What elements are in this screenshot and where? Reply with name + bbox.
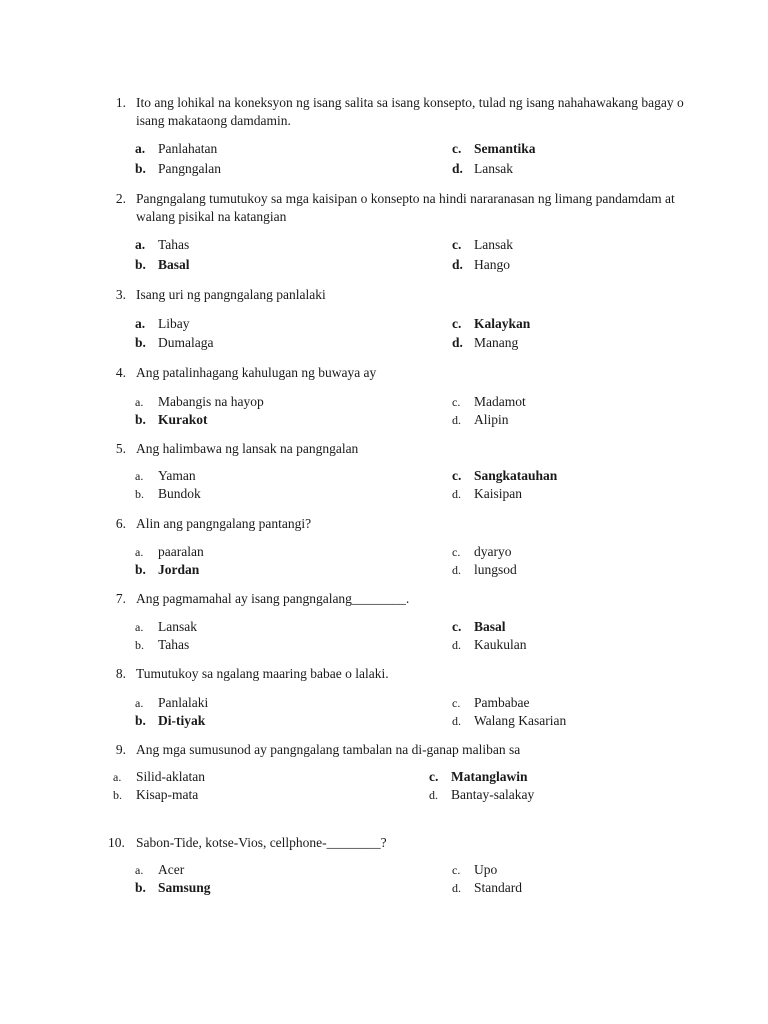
option-text: Kurakot — [158, 412, 208, 427]
option-letter: b. — [135, 880, 146, 895]
option-text: Kaukulan — [474, 637, 527, 652]
option-letter: d. — [452, 881, 461, 895]
option-text: Mabangis na hayop — [158, 394, 264, 409]
option-text: Acer — [158, 862, 185, 877]
question-text: Ito ang lohikal na koneksyon ng isang salita sa isang konsepto, tulad ng isang nahahawakang bagay o isang makataong damdamin. — [136, 95, 684, 128]
question-number: 5. — [115, 441, 126, 456]
question-number: 3. — [115, 287, 126, 302]
option-letter: a. — [135, 395, 144, 409]
option-letter: a. — [135, 316, 146, 331]
option-text: Tahas — [158, 237, 190, 252]
option-letter: d. — [429, 788, 438, 802]
option-letter: c. — [452, 141, 462, 156]
question-text: Alin ang pangngalang pantangi? — [136, 516, 312, 531]
question-number: 10. — [108, 835, 125, 850]
option-letter: c. — [452, 863, 461, 877]
option-letter: b. — [135, 562, 146, 577]
option-letter: b. — [135, 412, 146, 427]
option-text: Kalaykan — [474, 316, 531, 331]
option-letter: c. — [452, 468, 462, 483]
option-text: paaralan — [158, 544, 204, 559]
option-letter: a. — [135, 141, 146, 156]
option-letter: a. — [135, 469, 144, 483]
option-letter: a. — [113, 770, 122, 784]
question-text: Ang mga sumusunod ay pangngalang tambalan na di-ganap maliban sa — [136, 742, 521, 757]
option-letter: a. — [135, 620, 144, 634]
option-text: Tahas — [158, 637, 190, 652]
question-text: Pangngalang tumutukoy sa mga kaisipan o konsepto na hindi nararanasan ng limang pandamdam at walang pisikal na katangian — [136, 191, 675, 224]
option-letter: c. — [452, 619, 462, 634]
option-text: Libay — [158, 316, 190, 331]
option-letter: c. — [452, 237, 462, 252]
option-letter: a. — [135, 545, 144, 559]
option-letter: d. — [452, 257, 463, 272]
question-number: 7. — [115, 591, 126, 606]
option-letter: a. — [135, 696, 144, 710]
question-number: 2. — [115, 191, 126, 206]
option-text: Standard — [474, 880, 522, 895]
option-letter: d. — [452, 563, 461, 577]
option-text: Bundok — [158, 486, 201, 501]
option-letter: b. — [135, 713, 146, 728]
option-letter: c. — [452, 545, 461, 559]
option-text: lungsod — [474, 562, 517, 577]
question-number: 8. — [115, 666, 126, 681]
option-letter: b. — [135, 161, 146, 176]
option-text: Pangngalan — [158, 161, 221, 176]
option-text: Semantika — [474, 141, 536, 156]
option-text: Lansak — [474, 161, 513, 176]
option-letter: d. — [452, 638, 461, 652]
option-text: Lansak — [158, 619, 197, 634]
option-text: Alipin — [474, 412, 509, 427]
question-text: Tumutukoy sa ngalang maaring babae o lalaki. — [136, 666, 389, 681]
option-text: Samsung — [158, 880, 211, 895]
option-text: Basal — [158, 257, 190, 272]
question-number: 6. — [115, 516, 126, 531]
option-letter: b. — [113, 788, 122, 802]
option-text: Lansak — [474, 237, 513, 252]
option-letter: c. — [452, 395, 461, 409]
option-text: dyaryo — [474, 544, 512, 559]
question-text: Isang uri ng pangngalang panlalaki — [136, 287, 326, 302]
question-text: Ang halimbawa ng lansak na pangngalan — [136, 441, 359, 456]
option-text: Matanglawin — [451, 769, 528, 784]
option-text: Panlahatan — [158, 141, 218, 156]
question-number: 9. — [115, 742, 126, 757]
option-letter: d. — [452, 413, 461, 427]
option-letter: a. — [135, 863, 144, 877]
option-text: Panlalaki — [158, 695, 209, 710]
option-letter: d. — [452, 335, 463, 350]
question-text: Ang pagmamahal ay isang pangngalang________. — [136, 591, 410, 606]
option-letter: d. — [452, 714, 461, 728]
option-text: Yaman — [158, 468, 196, 483]
question-number: 4. — [115, 365, 126, 380]
option-text: Silid-aklatan — [136, 769, 205, 784]
question-number: 1. — [115, 95, 126, 110]
option-text: Bantay-salakay — [451, 787, 535, 802]
option-text: Kaisipan — [474, 486, 522, 501]
option-letter: d. — [452, 487, 461, 501]
option-letter: a. — [135, 237, 146, 252]
option-text: Manang — [474, 335, 519, 350]
question-text: Ang patalinhagang kahulugan ng buwaya ay — [136, 365, 377, 380]
option-text: Pambabae — [474, 695, 530, 710]
option-text: Hango — [474, 257, 510, 272]
option-text: Basal — [474, 619, 506, 634]
option-letter: b. — [135, 638, 144, 652]
option-letter: b. — [135, 335, 146, 350]
option-text: Di-tiyak — [158, 713, 206, 728]
option-letter: d. — [452, 161, 463, 176]
option-text: Upo — [474, 862, 498, 877]
option-text: Dumalaga — [158, 335, 214, 350]
option-text: Sangkatauhan — [474, 468, 558, 483]
option-letter: c. — [452, 696, 461, 710]
option-letter: b. — [135, 487, 144, 501]
question-text: Sabon-Tide, kotse-Vios, cellphone-________? — [136, 835, 387, 850]
option-text: Kisap-mata — [136, 787, 199, 802]
option-text: Madamot — [474, 394, 526, 409]
option-letter: b. — [135, 257, 146, 272]
option-letter: c. — [452, 316, 462, 331]
option-text: Walang Kasarian — [474, 713, 567, 728]
option-text: Jordan — [158, 562, 200, 577]
option-letter: c. — [429, 769, 439, 784]
